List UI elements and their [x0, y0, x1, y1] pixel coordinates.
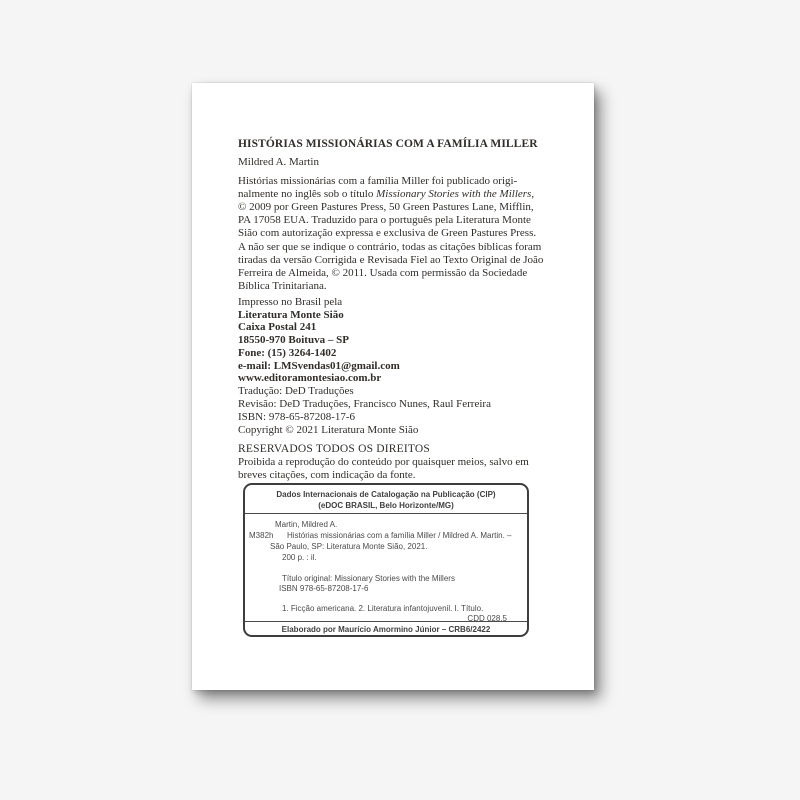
revision-credit: Revisão: DeD Traduções, Francisco Nunes, Raul Ferreira	[238, 398, 491, 410]
cip-catalog-box	[243, 483, 529, 637]
text-line	[238, 188, 536, 201]
cip-entry-line3: 200 p. : il.	[282, 553, 317, 562]
text-line: Histórias missionárias com a família Miller foi publicado origi-	[238, 175, 518, 187]
text-line: Ferreira de Almeida, © 2011. Usada com permissão da Sociedade	[238, 267, 528, 279]
cip-body	[245, 514, 527, 621]
printed-in-line: Impresso no Brasil pela	[238, 296, 343, 308]
text-line: Proibida a reprodução do conteúdo por quaisquer meios, salvo em	[238, 456, 529, 468]
text-segment: nalmente no inglês sob o título	[238, 188, 377, 200]
text-line: PA 17058 EUA. Traduzido para o português pela Literatura Monte	[238, 214, 531, 226]
publisher-website: www.editoramontesiao.com.br	[238, 372, 382, 385]
cip-call-number: M382h	[249, 531, 274, 540]
cip-original-title: Título original: Missionary Stories with the Millers	[282, 574, 455, 583]
book-copyright-page	[192, 83, 594, 690]
cip-isbn: ISBN 978-65-87208-17-6	[279, 584, 369, 593]
isbn-line: ISBN: 978-65-87208-17-6	[238, 411, 356, 423]
text-line: Bíblica Trinitariana.	[238, 280, 327, 292]
cip-entry-author: Martin, Mildred A.	[275, 520, 338, 529]
text-segment: ,	[531, 188, 535, 200]
cip-entry-line2: São Paulo, SP: Literatura Monte Sião, 2021.	[270, 542, 428, 551]
book-title-text: HISTÓRIAS MISSIONÁRIAS COM A FAMÍLIA MILLER	[238, 138, 538, 150]
cip-cdd-number: CDD 028.5	[467, 614, 507, 623]
text-line: A não ser que se indique o contrário, todas as citações bíblicas foram	[238, 241, 542, 253]
cip-entry-line1: Histórias missionárias com a família Miller / Mildred A. Martin. –	[287, 531, 512, 540]
text-line: Sião com autorização expressa e exclusiva de Green Pastures Press.	[238, 227, 537, 239]
book-title	[238, 138, 538, 150]
rights-heading: RESERVADOS TODOS OS DIREITOS	[238, 443, 431, 455]
publisher-email: e-mail: LMSvendas01@gmail.com	[238, 359, 400, 372]
cip-header	[245, 485, 527, 514]
text-line: tiradas da versão Corrigida e Revisada Fiel ao Texto Original de João	[238, 254, 544, 266]
author-name: Mildred A. Martin	[238, 156, 319, 168]
credits-block	[238, 385, 491, 437]
rights-reserved-block	[238, 442, 529, 482]
translation-credit: Tradução: DeD Traduções	[238, 385, 354, 397]
publication-paragraph	[238, 175, 536, 240]
cip-header-line2: (eDOC BRASIL, Belo Horizonte/MG)	[318, 501, 454, 510]
publisher-name: Literatura Monte Sião	[238, 308, 344, 321]
cip-footer: Elaborado por Maurício Amormino Júnior – CRB6/2422	[245, 621, 527, 639]
cip-header-line1: Dados Internacionais de Catalogação na Publicação (CIP)	[276, 490, 496, 499]
copyright-line: Copyright © 2021 Literatura Monte Sião	[238, 424, 419, 436]
publisher-address	[238, 309, 400, 385]
text-line: breves citações, com indicação da fonte.	[238, 469, 416, 481]
bible-citation-paragraph	[238, 241, 543, 293]
publisher-imprint	[238, 296, 400, 385]
text-line: © 2009 por Green Pastures Press, 50 Green Pastures Lane, Mifflin,	[238, 201, 534, 213]
publisher-phone: Fone: (15) 3264-1402	[238, 346, 337, 359]
publisher-po-box: Caixa Postal 241	[238, 321, 317, 334]
cip-subjects: 1. Ficção americana. 2. Literatura infantojuvenil. I. Título.	[282, 604, 484, 613]
publisher-city: 18550-970 Boituva – SP	[238, 334, 349, 347]
original-title-italic: Missionary Stories with the Millers	[376, 188, 532, 200]
